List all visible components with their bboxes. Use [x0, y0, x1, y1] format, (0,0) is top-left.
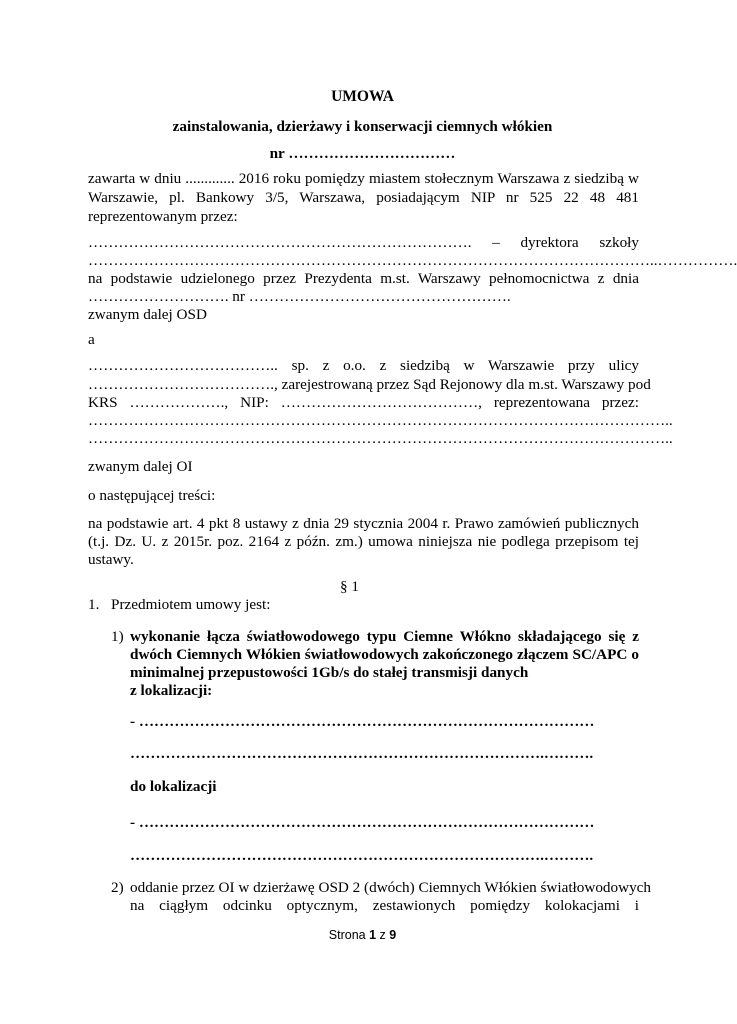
item-1-text: Przedmiotem umowy jest:: [111, 596, 271, 613]
document-subtitle: zainstalowania, dzierżawy i konserwacji ciemnych włókien: [172, 118, 553, 135]
content-intro: o następującej treści:: [88, 487, 216, 504]
item-1-number: 1.: [88, 596, 100, 613]
footer-label: Strona: [328, 928, 366, 942]
agreement-number: nr ……………………………: [269, 145, 456, 162]
legal-line-1: na podstawie art. 4 pkt 8 ustawy z dnia 29 stycznia 2004 r. Prawo zamówień publicznych: [88, 515, 639, 532]
authority-line: na podstawie udzielonego przez Prezydenta m.st. Warszawy pełnomocnictwa z dnia: [88, 270, 639, 287]
legal-line-3: ustawy.: [88, 551, 134, 568]
conjunction-a: a: [88, 331, 95, 348]
document-title: UMOWA: [331, 88, 394, 105]
footer-current-page: 1: [369, 928, 377, 942]
subitem-1-line-4: z lokalizacji:: [130, 682, 213, 699]
subitem-2-line-1: oddanie przez OI w dzierżawę OSD 2 (dwóch) Ciemnych Włókien światłowodowych: [130, 879, 652, 896]
to-location-line-2: ……………………………………………………………………….……….: [130, 847, 594, 864]
subitem-2-line-2: na ciągłym odcinku optycznym, zestawionych pomiędzy kolokacjami i: [130, 897, 639, 914]
to-location-label: do lokalizacji: [130, 778, 217, 795]
representative-name-line: …………………………………………………………………. – dyrektora szkoły: [88, 234, 639, 251]
intro-line-3: reprezentowanym przez:: [88, 208, 238, 225]
representative-dots-line: …………………………………………………………………………………………………..…………….: [88, 252, 737, 269]
party2-line-3: KRS ………………., NIP: …………………………………, reprezentowana przez:: [88, 394, 639, 411]
party2-line-1: ……………………………….. sp. z o.o. z siedzibą w Warszawie przy ulicy: [88, 357, 639, 374]
party2-line-4: ……………………………………………………………………………………………………..: [88, 412, 673, 429]
osd-designation: zwanym dalej OSD: [88, 306, 207, 323]
subitem-1-line-2: dwóch Ciemnych Włókien światłowodowych zakończonego złączem SC/APC o: [130, 646, 639, 663]
footer-total-pages: 9: [389, 928, 397, 942]
intro-line-1: zawarta w dniu ............. 2016 roku pomiędzy miastem stołecznym Warszawa z siedzibą w: [88, 170, 639, 187]
page-footer: [0, 927, 725, 943]
to-location-line-1: - ………………………………………………………………………………: [130, 814, 595, 831]
oi-designation: zwanym dalej OI: [88, 458, 193, 475]
subitem-1-line-1: wykonanie łącza światłowodowego typu Ciemne Włókno składającego się z: [130, 628, 639, 645]
party2-line-2: ………………………………., zarejestrowaną przez Sąd Rejonowy dla m.st. Warszawy pod: [88, 376, 651, 393]
party2-line-5: ……………………………………………………………………………………………………..: [88, 430, 673, 447]
subitem-2-number: 2): [111, 879, 124, 896]
from-location-line-2: ……………………………………………………………………….……….: [130, 745, 594, 762]
intro-line-2: Warszawie, pl. Bankowy 3/5, Warszawa, posiadającym NIP nr 525 22 48 481: [88, 189, 639, 206]
footer-separator: z: [379, 928, 386, 942]
authority-number-line: ………………………. nr …………………………………………….: [88, 288, 511, 305]
section-symbol: § 1: [340, 578, 359, 595]
from-location-line-1: - ………………………………………………………………………………: [130, 713, 595, 730]
legal-line-2: (t.j. Dz. U. z 2015r. poz. 2164 z późn. zm.) umowa niniejsza nie podlega przepisom tej: [88, 533, 639, 550]
subitem-1-number: 1): [111, 628, 124, 645]
subitem-1-line-3: minimalnej przepustowości 1Gb/s do stałej transmisji danych: [130, 664, 529, 681]
